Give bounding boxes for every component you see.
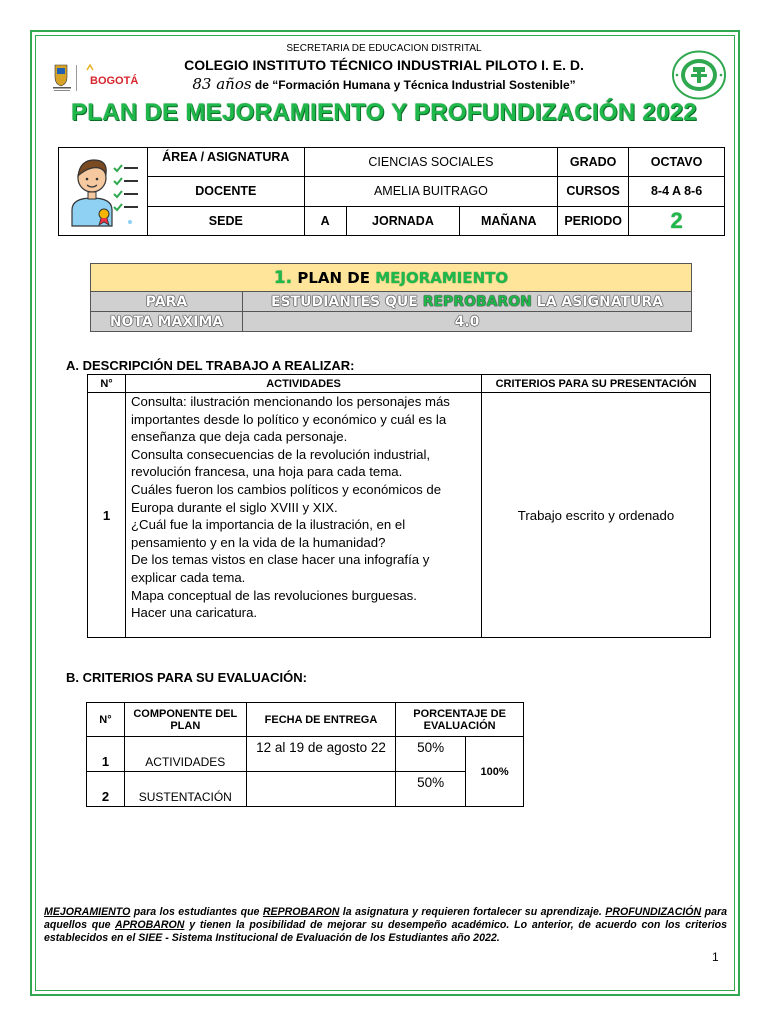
activities-cell	[126, 393, 482, 638]
secretaria-text: SECRETARIA DE EDUCACION DISTRITAL	[286, 43, 482, 54]
footnote-text: la asignatura y requieren fortalecer su aprendizaje.	[339, 906, 606, 918]
activity-item: ¿Cuál fue la importancia de la ilustración, en el pensamiento y en la vida de la humanidad?	[131, 517, 406, 550]
para-value-b: REPROBARON	[422, 293, 532, 310]
page-number: 1	[712, 950, 719, 964]
section-b-heading: B. CRITERIOS PARA SU EVALUACIÓN:	[66, 670, 307, 685]
eval-col-date: FECHA DE ENTREGA	[246, 703, 396, 737]
activity-item: Consulta: ilustración mencionando los personajes más importantes desde lo político y económico y cuál es la enseñanza que deja cada personaje.	[131, 394, 450, 445]
footnote-text: y tienen la posibilidad de mejorar su desempeño académico. Lo anterior, de acuerdo con los criterios establecidos en el SIEE - Sistema Institucional de Evaluación de los Estudiantes año 2022.	[44, 919, 728, 944]
school-name: COLEGIO INSTITUTO TÉCNICO INDUSTRIAL PILOTO I. E. D.	[184, 57, 584, 73]
plan-mejoramiento-box	[90, 263, 692, 332]
table-row	[87, 737, 524, 772]
activity-item: Mapa conceptual de las revoluciones burguesas.	[131, 587, 417, 603]
col-criteria-header: CRITERIOS PARA SU PRESENTACIÓN	[482, 375, 711, 393]
footnote-term: PROFUNDIZACIÓN	[605, 906, 702, 918]
eval-row-percentage: 50%	[396, 772, 466, 807]
footnote-text: para aquellos que	[44, 906, 727, 931]
col-number-header: N°	[88, 375, 126, 393]
eval-row-number: 2	[87, 772, 125, 807]
page-title: PLAN DE MEJORAMIENTO Y PROFUNDIZACIÓN 2022	[70, 99, 698, 126]
eval-row-number: 1	[87, 737, 125, 772]
footnote	[44, 906, 727, 945]
eval-col-percentage: PORCENTAJE DE EVALUACIÓN	[396, 703, 524, 737]
nota-label: NOTA MAXIMA	[91, 312, 243, 332]
student-illustration	[59, 148, 148, 236]
grado-label: GRADO	[558, 148, 629, 177]
nota-value: 4.0	[243, 312, 692, 332]
eval-row-percentage: 50%	[396, 737, 466, 772]
school-motto	[0, 75, 768, 93]
footnote-term: APROBARON	[114, 919, 185, 931]
activity-item: Cuáles fueron los cambios políticos y económicos de Europa durante el siglo XVIII y XIX.	[131, 481, 442, 515]
eval-col-number: N°	[87, 703, 125, 737]
eval-row-component: ACTIVIDADES	[124, 737, 246, 772]
eval-row-date: 12 al 19 de agosto 22	[246, 737, 396, 772]
activity-item: Hacer una caricatura.	[131, 605, 258, 621]
area-label: ÁREA / ASIGNATURA	[147, 148, 304, 177]
footnote-term: REPROBARON	[262, 906, 340, 918]
table-row	[88, 393, 711, 638]
grado-value: OCTAVO	[629, 148, 725, 177]
para-value-c: LA ASIGNATURA	[531, 293, 664, 310]
sede-value: A	[304, 206, 346, 235]
sede-label: SEDE	[147, 206, 304, 235]
mejoramiento-title-b: MEJORAMIENTO	[375, 268, 509, 287]
cursos-label: CURSOS	[558, 177, 629, 206]
criteria-cell: Trabajo escrito y ordenado	[482, 393, 711, 638]
periodo-value: 2	[629, 206, 725, 235]
eval-row-date	[246, 772, 396, 807]
eval-col-component: COMPONENTE DEL PLAN	[124, 703, 246, 737]
section-number: 1.	[273, 267, 293, 288]
footnote-text: para los estudiantes que	[130, 906, 263, 918]
activity-item: Consulta consecuencias de la revolución industrial, revolución francesa, una hoja para cada tema.	[131, 446, 431, 480]
eval-total: 100%	[466, 737, 524, 807]
eval-row-component: SUSTENTACIÓN	[124, 772, 246, 807]
para-value-a: ESTUDIANTES QUE	[270, 293, 423, 310]
activities-table	[87, 374, 711, 638]
col-activities-header: ACTIVIDADES	[126, 375, 482, 393]
mejoramiento-title-a: PLAN DE	[292, 268, 376, 287]
bogota-logo-text: BOGOTÁ	[90, 75, 139, 87]
table-row	[87, 772, 524, 807]
area-value: CIENCIAS SOCIALES	[304, 148, 558, 177]
periodo-label: PERIODO	[558, 206, 629, 235]
para-label: PARA	[91, 292, 243, 312]
evaluation-table	[86, 702, 524, 807]
row-number: 1	[88, 393, 126, 638]
activity-item: De los temas vistos en clase hacer una infografía y explicar cada tema.	[131, 552, 430, 585]
course-info-table	[58, 147, 725, 236]
mejoramiento-heading	[91, 264, 692, 292]
docente-label: DOCENTE	[147, 177, 304, 206]
student-checklist-icon	[64, 148, 142, 232]
jornada-label: JORNADA	[346, 206, 460, 235]
cursos-value: 8-4 A 8-6	[629, 177, 725, 206]
years-number: 83 años	[192, 75, 252, 93]
footnote-term: MEJORAMIENTO	[44, 906, 131, 918]
motto-text: de “Formación Humana y Técnica Industrial Sostenible”	[251, 78, 576, 92]
jornada-value: MAÑANA	[460, 206, 558, 235]
section-a-heading: A. DESCRIPCIÓN DEL TRABAJO A REALIZAR:	[66, 358, 355, 373]
para-value	[243, 292, 692, 312]
docente-value: AMELIA BUITRAGO	[304, 177, 558, 206]
